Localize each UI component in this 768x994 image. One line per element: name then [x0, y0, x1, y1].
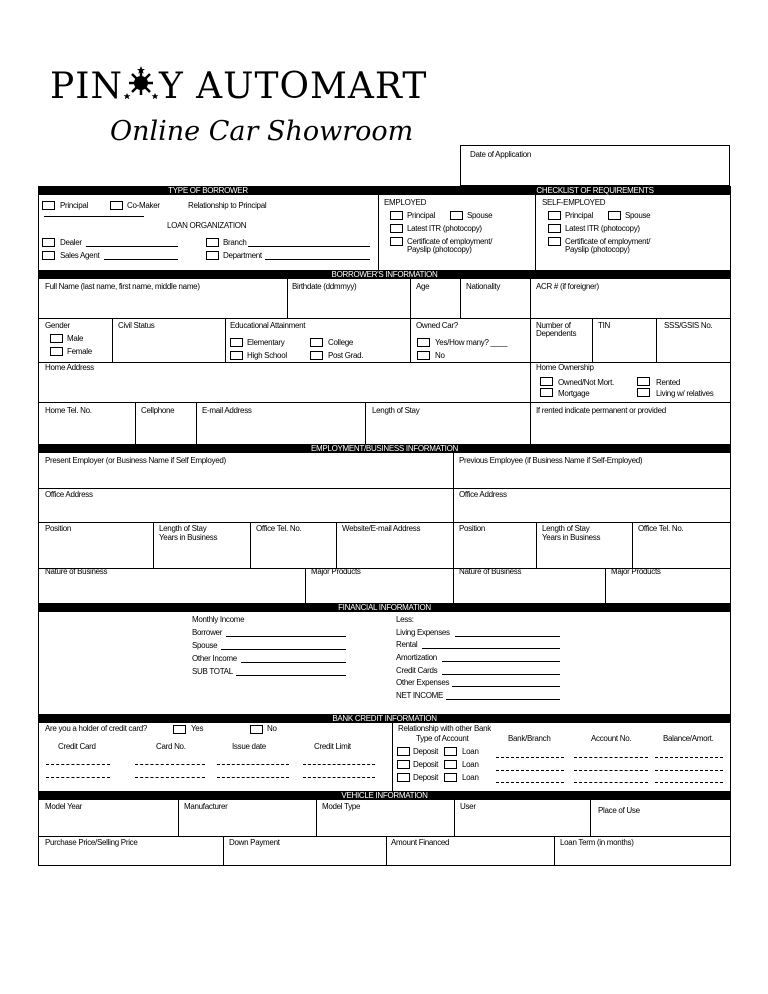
living-expenses-line[interactable] — [455, 636, 560, 637]
loan-label-1: Loan — [462, 747, 479, 756]
male-checkbox[interactable] — [50, 334, 63, 343]
credit-card-holder-label: Are you a holder of credit card? — [45, 724, 148, 733]
self-spouse-checkbox[interactable] — [608, 211, 621, 220]
self-cert-label: Certificate of employment/ — [565, 237, 651, 246]
prev-years-business-label: Years in Business — [542, 533, 601, 542]
type-of-borrower-header: TYPE OF BORROWER — [38, 186, 378, 195]
model-type-label: Model Type — [322, 802, 361, 811]
borrower-income-line[interactable] — [226, 636, 346, 637]
dealer-checkbox[interactable] — [42, 238, 55, 247]
financial-header: FINANCIAL INFORMATION — [38, 603, 731, 612]
issue-date-line[interactable] — [217, 764, 289, 765]
high-school-checkbox[interactable] — [230, 351, 243, 360]
email-label: E-mail Address — [202, 406, 252, 415]
employed-spouse-label: Spouse — [467, 211, 493, 220]
loan-term-label: Loan Term (in months) — [560, 838, 634, 847]
employed-payslip-label: Payslip (photocopy) — [407, 245, 472, 254]
branch-checkbox[interactable] — [206, 238, 219, 247]
self-itr-checkbox[interactable] — [548, 224, 561, 233]
net-income-line[interactable] — [446, 699, 560, 700]
college-checkbox[interactable] — [310, 338, 323, 347]
department-checkbox[interactable] — [206, 251, 219, 260]
prev-position-label: Position — [459, 524, 486, 533]
credit-card-col: Credit Card — [58, 742, 96, 751]
prev-length-stay-label: Length of Stay — [542, 524, 590, 533]
prev-office-tel-label: Office Tel. No. — [638, 524, 684, 533]
mortgage-checkbox[interactable] — [540, 388, 553, 397]
principal-checkbox[interactable] — [42, 201, 55, 210]
employed-spouse-checkbox[interactable] — [450, 211, 463, 220]
logo-text-right: Y AUTOMART — [158, 66, 428, 107]
tin-label: TIN — [598, 321, 610, 330]
years-business-label: Years in Business — [159, 533, 218, 542]
account-no-col: Account No. — [591, 734, 632, 743]
owned-label: Owned/Not Mort. — [558, 378, 614, 387]
nationality-label: Nationality — [466, 282, 501, 291]
dependents-label-2: Dependents — [536, 329, 577, 338]
nature-label: Nature of Business — [45, 567, 108, 576]
home-address-label: Home Address — [45, 363, 94, 372]
age-label: Age — [416, 282, 430, 291]
deposit-checkbox-1[interactable] — [397, 747, 410, 756]
owned-car-yes-checkbox[interactable] — [417, 338, 430, 347]
relationship-label: Relationship to Principal — [188, 201, 267, 210]
self-itr-label: Latest ITR (photocopy) — [565, 224, 640, 233]
civil-status-label: Civil Status — [118, 321, 155, 330]
place-of-use-label: Place of Use — [598, 806, 640, 815]
gender-label: Gender — [45, 321, 70, 330]
male-label: Male — [67, 334, 84, 343]
present-employer-label: Present Employer (or Business Name if Self Employed) — [45, 456, 226, 465]
living-expenses-label: Living Expenses — [396, 628, 450, 637]
rented-checkbox[interactable] — [637, 377, 650, 386]
logo-text-left: PIN — [50, 66, 123, 107]
sun-star-icon — [123, 66, 159, 100]
balance-line[interactable] — [655, 757, 723, 758]
branch-label: Branch — [223, 238, 247, 247]
other-income-line[interactable] — [241, 662, 346, 663]
self-principal-checkbox[interactable] — [548, 211, 561, 220]
office-tel-label: Office Tel. No. — [256, 524, 302, 533]
relationship-line[interactable] — [44, 216, 144, 217]
elementary-checkbox[interactable] — [230, 338, 243, 347]
bank-branch-line[interactable] — [496, 770, 564, 771]
employed-principal-label: Principal — [407, 211, 435, 220]
issue-date-line[interactable] — [217, 777, 289, 778]
deposit-checkbox-2[interactable] — [397, 760, 410, 769]
balance-line[interactable] — [655, 770, 723, 771]
amortization-label: Amortization — [396, 653, 437, 662]
less-label: Less: — [396, 615, 414, 624]
previous-employer-label: Previous Employee (if Business Name if Self-Employed) — [459, 456, 643, 465]
prev-nature-label: Nature of Business — [459, 567, 522, 576]
sales-agent-line[interactable] — [104, 259, 178, 260]
monthly-income-label: Monthly Income — [192, 615, 245, 624]
college-label: College — [328, 338, 354, 347]
type-of-account-label: Type of Account — [416, 734, 469, 743]
sales-agent-checkbox[interactable] — [42, 251, 55, 260]
deposit-label-3: Deposit — [413, 773, 439, 782]
education-label: Educational Attainment — [230, 321, 306, 330]
employed-label: EMPLOYED — [384, 198, 427, 207]
birthdate-label: Birthdate (ddmmyy) — [292, 282, 357, 291]
down-payment-label: Down Payment — [229, 838, 280, 847]
other-expenses-line[interactable] — [452, 686, 560, 687]
deposit-checkbox-3[interactable] — [397, 773, 410, 782]
sales-agent-label: Sales Agent — [60, 251, 100, 260]
office-address-label: Office Address — [45, 490, 93, 499]
bank-branch-line[interactable] — [496, 782, 564, 783]
loan-checkbox-1[interactable] — [444, 747, 457, 756]
credit-card-no-label: No — [267, 724, 277, 733]
card-no-line[interactable] — [135, 764, 205, 765]
post-grad-label: Post Grad. — [328, 351, 364, 360]
employed-itr-checkbox[interactable] — [390, 224, 403, 233]
prev-major-products-label: Major Products — [611, 567, 661, 576]
principal-label: Principal — [60, 201, 88, 210]
owned-checkbox[interactable] — [540, 377, 553, 386]
checklist-header: CHECKLIST OF REQUIREMENTS — [536, 186, 654, 195]
department-line[interactable] — [265, 259, 370, 260]
rented-label: Rented — [656, 378, 680, 387]
bank-branch-line[interactable] — [496, 757, 564, 758]
female-label: Female — [67, 347, 92, 356]
amortization-line[interactable] — [442, 661, 560, 662]
employed-cert-label: Certificate of employment/ — [407, 237, 493, 246]
bank-header: BANK CREDIT INFORMATION — [38, 714, 731, 723]
major-products-label: Major Products — [311, 567, 361, 576]
dealer-label: Dealer — [60, 238, 82, 247]
acr-label: ACR # (if foreigner) — [536, 282, 599, 291]
account-no-line[interactable] — [574, 770, 648, 771]
comaker-checkbox[interactable] — [110, 201, 123, 210]
elementary-label: Elementary — [247, 338, 285, 347]
employment-header: EMPLOYMENT/BUSINESS INFORMATION — [38, 444, 731, 453]
other-income-label: Other Income — [192, 654, 237, 663]
self-spouse-label: Spouse — [625, 211, 651, 220]
branch-line[interactable] — [248, 246, 370, 247]
living-checkbox[interactable] — [637, 388, 650, 397]
length-stay-label: Length of Stay — [159, 524, 207, 533]
credit-cards-line[interactable] — [442, 674, 560, 675]
department-label: Department — [223, 251, 262, 260]
rental-label: Rental — [396, 640, 418, 649]
website-label: Website/E-mail Address — [342, 524, 421, 533]
borrower-income-label: Borrower — [192, 628, 223, 637]
account-no-line[interactable] — [574, 757, 648, 758]
relationship-bank-label: Relationship with other Bank — [398, 724, 491, 733]
mortgage-label: Mortgage — [558, 389, 590, 398]
prev-office-address-label: Office Address — [459, 490, 507, 499]
deposit-label-1: Deposit — [413, 747, 439, 756]
owned-car-no-checkbox[interactable] — [417, 351, 430, 360]
post-grad-checkbox[interactable] — [310, 351, 323, 360]
vehicle-header: VEHICLE INFORMATION — [38, 791, 731, 800]
living-label: Living w/ relatives — [656, 389, 714, 398]
credit-cards-label: Credit Cards — [396, 666, 438, 675]
purchase-price-label: Purchase Price/Selling Price — [45, 838, 138, 847]
loan-checkbox-3[interactable] — [444, 773, 457, 782]
self-employed-label: SELF-EMPLOYED — [542, 198, 606, 207]
owned-car-no-label: No — [435, 351, 445, 360]
card-no-line[interactable] — [135, 777, 205, 778]
credit-limit-col: Credit Limit — [314, 742, 351, 751]
home-tel-label: Home Tel. No. — [45, 406, 92, 415]
balance-line[interactable] — [655, 782, 723, 783]
balance-col: Balance/Amort. — [663, 734, 714, 743]
card-no-col: Card No. — [156, 742, 186, 751]
employed-principal-checkbox[interactable] — [390, 211, 403, 220]
employed-itr-label: Latest ITR (photocopy) — [407, 224, 482, 233]
loan-label-2: Loan — [462, 760, 479, 769]
full-name-label: Full Name (last name, first name, middle name) — [45, 282, 200, 291]
sss-label: SSS/GSIS No. — [664, 321, 713, 330]
cellphone-label: Cellphone — [141, 406, 175, 415]
loan-label-3: Loan — [462, 773, 479, 782]
amount-financed-label: Amount Financed — [391, 838, 450, 847]
bank-branch-col: Bank/Branch — [508, 734, 551, 743]
manufacturer-label: Manufacturer — [184, 802, 228, 811]
model-year-label: Model Year — [45, 802, 83, 811]
credit-limit-line[interactable] — [303, 764, 375, 765]
deposit-label-2: Deposit — [413, 760, 439, 769]
credit-limit-line[interactable] — [303, 777, 375, 778]
credit-card-no-checkbox[interactable] — [250, 725, 263, 734]
account-no-line[interactable] — [574, 782, 648, 783]
other-expenses-label: Other Expenses — [396, 678, 450, 687]
user-label: User — [460, 802, 476, 811]
spouse-income-label: Spouse — [192, 641, 218, 650]
credit-card-yes-label: Yes — [191, 724, 204, 733]
spouse-income-line[interactable] — [221, 649, 346, 650]
dependents-label: Number of — [536, 321, 571, 330]
credit-card-line[interactable] — [46, 764, 110, 765]
logo-tagline: Online Car Showroom — [110, 116, 414, 147]
owned-car-label: Owned Car? — [416, 321, 458, 330]
self-payslip-label: Payslip (photocopy) — [565, 245, 630, 254]
home-ownership-label: Home Ownership — [536, 363, 594, 372]
loan-org-label: LOAN ORGANIZATION — [167, 221, 247, 230]
credit-card-line[interactable] — [46, 777, 110, 778]
if-rented-label: If rented indicate permanent or provided — [536, 406, 666, 415]
self-principal-label: Principal — [565, 211, 593, 220]
owned-car-yes-label: Yes/How many? ____ — [435, 338, 508, 347]
sub-total-label: SUB TOTAL — [192, 667, 233, 676]
length-of-stay-label: Length of Stay — [372, 406, 420, 415]
logo-title — [50, 66, 427, 107]
female-checkbox[interactable] — [50, 347, 63, 356]
borrower-info-header: BORROWER'S INFORMATION — [38, 270, 731, 279]
date-of-application-label: Date of Application — [470, 150, 532, 159]
loan-checkbox-2[interactable] — [444, 760, 457, 769]
comaker-label: Co-Maker — [127, 201, 160, 210]
dealer-line[interactable] — [86, 246, 178, 247]
self-cert-checkbox[interactable] — [548, 237, 561, 246]
issue-date-col: Issue date — [232, 742, 266, 751]
credit-card-yes-checkbox[interactable] — [173, 725, 186, 734]
employed-cert-checkbox[interactable] — [390, 237, 403, 246]
position-label: Position — [45, 524, 72, 533]
sub-total-line[interactable] — [236, 675, 346, 676]
high-school-label: High School — [247, 351, 287, 360]
net-income-label: NET INCOME — [396, 691, 444, 700]
rental-line[interactable] — [422, 648, 560, 649]
